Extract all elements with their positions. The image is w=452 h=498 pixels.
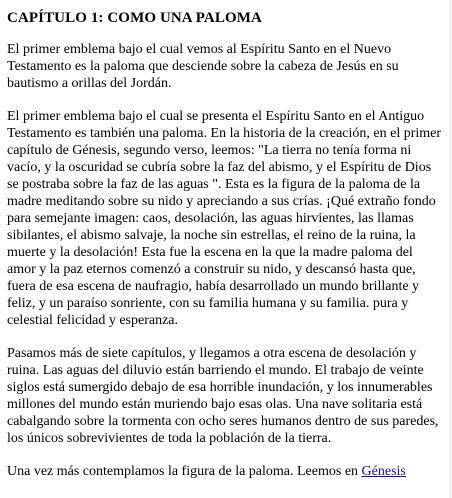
chapter-title: CAPÍTULO 1: COMO UNA PALOMA <box>7 10 262 26</box>
document-body <box>7 0 443 480</box>
paragraph-3: Pasamos más de siete capítulos, y llegamos a otra escena de desolación y ruina. Las aguas del diluvio están barriendo el mundo. El trabajo de veinte siglos está sumergido debajo de esa horrible inundación, y los innumerables millones del mundo están muriendo bajo esas olas. Una nave solitaria está cabalgando sobre la tormenta con ocho seres humanos dentro de sus paredes, los únicos sobrevivientes de toda la población de la tierra. <box>7 346 439 446</box>
paragraph-4 <box>7 463 443 480</box>
paragraph-1: El primer emblema bajo el cual vemos al Espíritu Santo en el Nuevo Testamento es la paloma que desciende sobre la cabeza de Jesús en su bautismo a orillas del Jordán. <box>7 42 399 91</box>
paragraph-4-text: Una vez más contemplamos la figura de la paloma. Leemos en <box>7 464 362 479</box>
genesis-link[interactable]: Génesis <box>361 464 406 479</box>
paragraph-2: El primer emblema bajo el cual se presenta el Espíritu Santo en el Antiguo Testamento es también una paloma. En la historia de la creación, en el primer capítulo de Génesis, segundo verso, leemos: "La tierra no tenía forma ni vacío, y la oscuridad se cubría sobre la faz del abismo, y el Espíritu de Dios se postraba sobre la faz de las aguas ". Esta es la figura de la paloma de la madre meditando sobre su nido y apreciando a sus crías. ¡Qué extraño fondo para semejante imagen: caos, desolación, las aguas hirvientes, las llamas sibilantes, el abismo salvaje, la noche sin estrellas, el reino de la ruina, la muerte y la desolación! Esta fue la escena en la que la madre paloma del amor y la paz eternos comenzó a construir su nido, y descansó hasta que, fuera de esa escena de naufragio, había desarrollado un mundo brillante y feliz, y un paraíso sonriente, con su familia humana y su familia. pura y celestial felicidad y esperanza. <box>7 109 442 328</box>
